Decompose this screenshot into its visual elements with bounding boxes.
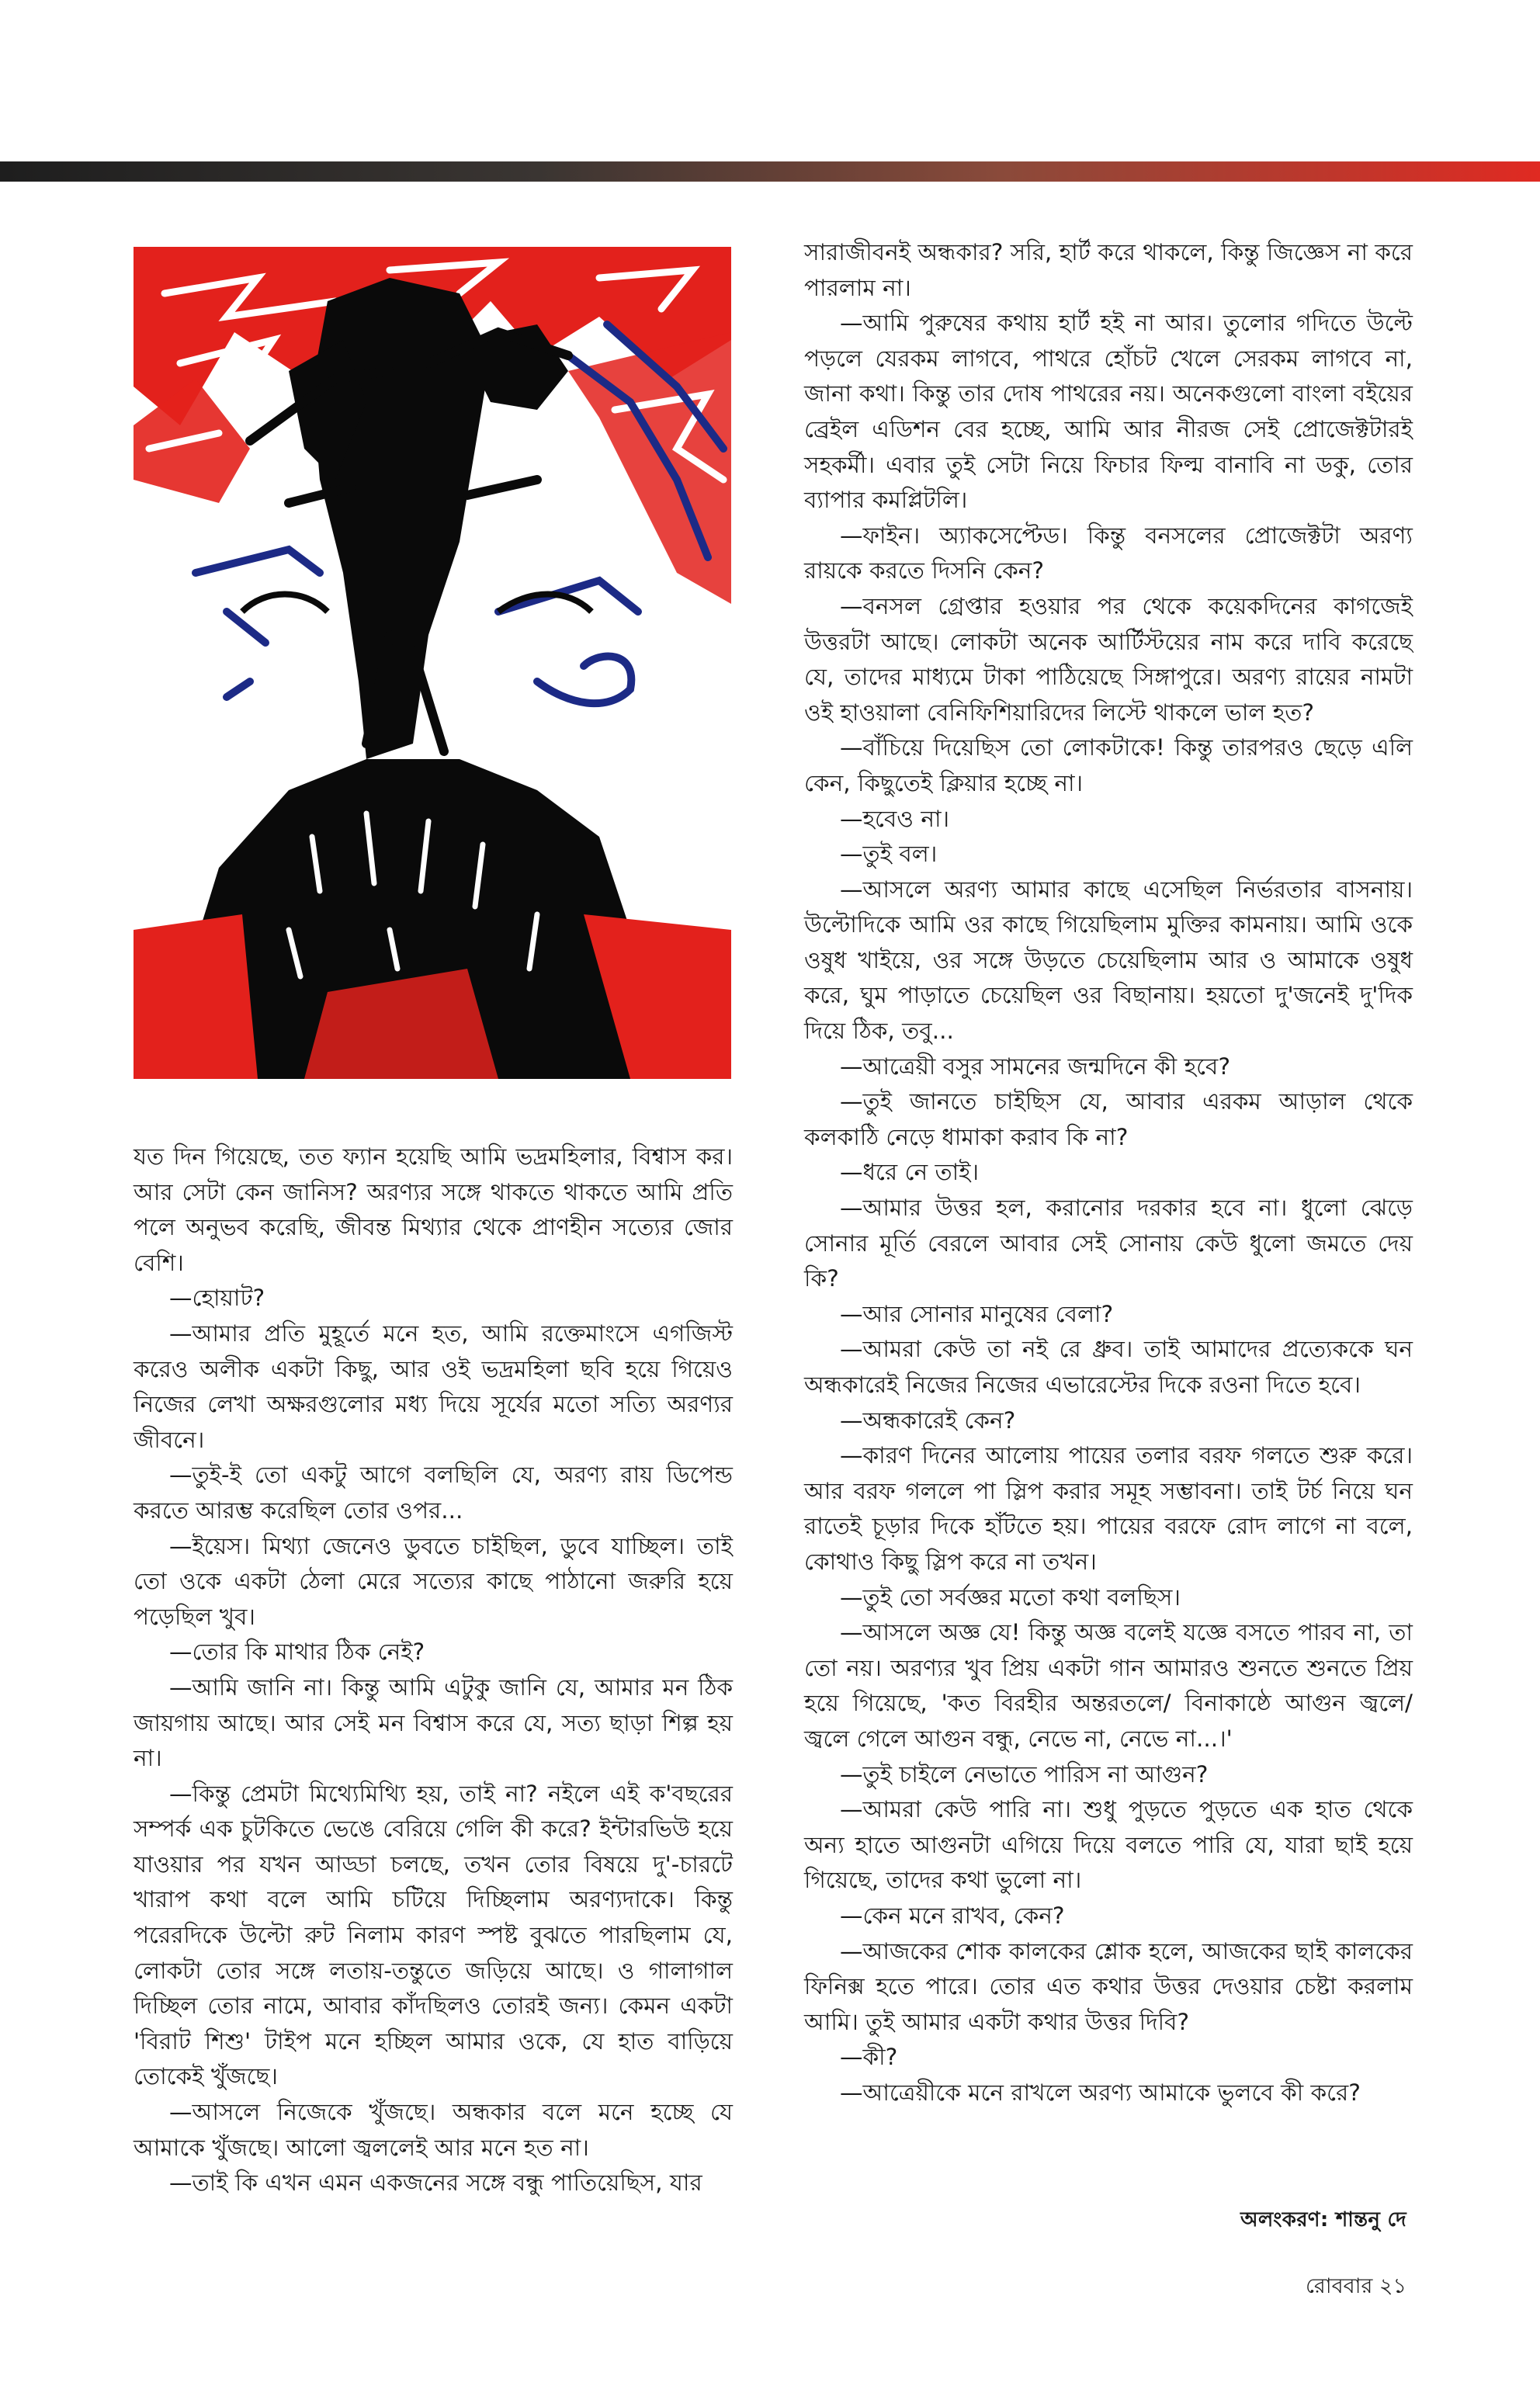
paragraph: যত দিন গিয়েছে, তত ফ্যান হয়েছি আমি ভদ্রমহিলার, বিশ্বাস কর। আর সেটা কেন জানিস? অরণ্যর সঙ্গে থাকতে থাকতে আমি প্রতি পলে অনুভব করেছি, জীবন্ত মিথ্যার থেকে প্রাণহীন সত্যের জোর বেশি। [134,1143,733,1276]
paragraph: —ইয়েস। মিথ্যা জেনেও ডুবতে চাইছিল, ডুবে যাচ্ছিল। তাই তো ওকে একটা ঠেলা মেরে সত্যের কাছে পাঠানো জরুরি হয়ে পড়েছিল খুব। [134,1532,733,1630]
paragraph: —আজকের শোক কালকের শ্লোক হলে, আজকের ছাই কালকের ফিনিক্স হতে পারে। তোর এত কথার উত্তর দেওয়ার চেষ্টা করলাম আমি। তুই আমার একটা কথার উত্তর দিবি? [804,1937,1413,2035]
paragraph: —তুই চাইলে নেভাতে পারিস না আগুন? [840,1760,1209,1788]
story-illustration [134,247,731,1079]
paragraph: —বাঁচিয়ে দিয়েছিস তো লোকটাকে! কিন্তু তারপরও ছেড়ে এলি কেন, কিছুতেই ক্লিয়ার হচ্ছে না। [804,734,1413,796]
paragraph: —কেন মনে রাখব, কেন? [840,1902,1065,1929]
paragraph: —আত্রেয়ী বসুর সামনের জন্মদিনে কী হবে? [840,1053,1231,1080]
paragraph: —তুই জানতে চাইছিস যে, আবার এরকম আড়াল থেকে কলকাঠি নেড়ে ধামাকা করাব কি না? [804,1088,1413,1150]
paragraph: —বনসল গ্রেপ্তার হওয়ার পর থেকে কয়েকদিনের কাগজেই উত্তরটা আছে। লোকটা অনেক আর্টিস্টয়ের নাম করে দাবি করেছে যে, তাদের মাধ্যমে টাকা পাঠিয়েছে সিঙ্গাপুরে। অরণ্য রায়ের নামটা ওই হাওয়ালা বেনিফিশিয়ারিদের লিস্টে থাকলে ভাল হত? [804,592,1413,726]
paragraph: —তোর কি মাথার ঠিক নেই? [169,1639,425,1666]
paragraph: —কী? [840,2044,898,2071]
paragraph: —আর সোনার মানুষের বেলা? [840,1300,1114,1327]
right-text-column [804,235,1413,2110]
paragraph: —অন্ধকারেই কেন? [840,1406,1016,1434]
paragraph: —তাই কি এখন এমন একজনের সঙ্গে বন্ধু পাতিয়েছিস, যার [169,2169,702,2197]
header-color-bar [0,161,1540,182]
paragraph: —হবেও না। [840,805,950,832]
paragraph: —আমি জানি না। কিন্তু আমি এটুকু জানি যে, আমার মন ঠিক জায়গায় আছে। আর সেই মন বিশ্বাস করে যে, সত্য ছাড়া শিল্প হয় না। [134,1673,733,1772]
paragraph: সারাজীবনই অন্ধকার? সরি, হার্ট করে থাকলে, কিন্তু জিজ্ঞেস না করে পারলাম না। [804,239,1413,301]
illustration-credit: অলংকরণ: শান্তনু দে [1240,2208,1406,2232]
paragraph: —আমি পুরুষের কথায় হার্ট হই না আর। তুলোর গদিতে উল্টে পড়লে যেরকম লাগবে, পাথরে হোঁচট খেলে সেরকম লাগবে না, জানা কথা। কিন্তু তার দোষ পাথরের নয়। অনেকগুলো বাংলা বইয়ের ব্রেইল এডিশন বের হচ্ছে, আমি আর নীরজ সেই প্রোজেক্টটারই সহকর্মী। এবার তুই সেটা নিয়ে ফিচার ফিল্ম বানাবি না ডকু, তোর ব্যাপার কমপ্লিটলি। [804,310,1413,514]
paragraph: —ফাইন। অ্যাকসেপ্টেড। কিন্তু বনসলের প্রোজেক্টটা অরণ্য রায়কে করতে দিসনি কেন? [804,522,1413,584]
paragraph: —হোয়াট? [169,1285,265,1312]
paragraph: —তুই তো সর্বজ্ঞর মতো কথা বলছিস। [840,1583,1181,1611]
paragraph: —আসলে অরণ্য আমার কাছে এসেছিল নির্ভরতার বাসনায়। উল্টোদিকে আমি ওর কাছে গিয়েছিলাম মুক্তির কামনায়। আমি ওকে ওষুধ খাইয়ে, ওর সঙ্গে উড়তে চেয়েছিলাম আর ও আমাকে ওষুধ করে, ঘুম পাড়াতে চেয়েছিল ওর বিছানায়। হয়তো দু'জনেই দু'দিক দিয়ে ঠিক, তবু... [804,876,1413,1045]
paragraph: —তুই-ই তো একটু আগে বলছিলি যে, অরণ্য রায় ডিপেন্ড করতে আরম্ভ করেছিল তোর ওপর... [134,1462,733,1524]
paragraph: —আমার উত্তর হল, করানোর দরকার হবে না। ধুলো ঝেড়ে সোনার মূর্তি বেরলে আবার সেই সোনায় কেউ ধুলো জমতে দেয় কি? [804,1195,1413,1292]
left-text-column [134,1139,733,2201]
paragraph: —আমরা কেউ তা নই রে ধ্রুব। তাই আমাদের প্রত্যেককে ঘন অন্ধকারেই নিজের নিজের এভারেস্টের দিকে রওনা দিতে হবে। [804,1336,1413,1398]
paragraph: —তুই বল। [840,841,938,868]
paragraph: —আমরা কেউ পারি না। শুধু পুড়তে পুড়তে এক হাত থেকে অন্য হাতে আগুনটা এগিয়ে দিয়ে বলতে পারি যে, যারা ছাই হয়ে গিয়েছে, তাদের কথা ভুলো না। [804,1796,1413,1894]
paragraph: —কারণ দিনের আলোয় পায়ের তলার বরফ গলতে শুরু করে। আর বরফ গললে পা স্লিপ করার সমূহ সম্ভাবনা। তাই টর্চ নিয়ে ঘন রাতেই চূড়ার দিকে হাঁটতে হয়। পায়ের বরফে রোদ লাগে না বলে, কোথাও কিছু স্লিপ করে না তখন। [804,1442,1413,1575]
paragraph: —ধরে নে তাই। [840,1159,980,1186]
paragraph: —আমার প্রতি মুহূর্তে মনে হত, আমি রক্তেমাংসে এগজিস্ট করেও অলীক একটা কিছু, আর ওই ভদ্রমহিলা ছবি হয়ে গিয়েও নিজের লেখা অক্ষরগুলোর মধ্য দিয়ে সূর্যের মতো সত্যি অরণ্যর জীবনে। [134,1320,733,1453]
page-footer: রোববার ২১ [1305,2274,1406,2298]
paragraph: —কিন্তু প্রেমটা মিথ্যেমিথ্যি হয়, তাই না? নইলে এই ক'বছরের সম্পর্ক এক চুটকিতে ভেঙে বেরিয়ে গেলি কী করে? ইন্টারভিউ হয়ে যাওয়ার পর যখন আড্ডা চলছে, তখন তোর বিষয়ে দু'-চারটে খারাপ কথা বলে আমি চটিয়ে দিচ্ছিলাম অরণ্যদাকে। কিন্তু পরেরদিকে উল্টো রুট নিলাম কারণ স্পষ্ট বুঝতে পারছিলাম যে, লোকটা তোর সঙ্গে লতায়-তন্তুতে জড়িয়ে আছে। ও গালাগাল দিচ্ছিল তোর নামে, আবার কাঁদছিলও তোরই জন্য। কেমন একটা 'বিরাট শিশু' টাইপ মনে হচ্ছিল আমার ওকে, যে হাত বাড়িয়ে তোকেই খুঁজছে। [134,1780,733,2090]
paragraph: —আত্রেয়ীকে মনে রাখলে অরণ্য আমাকে ভুলবে কী করে? [840,2079,1361,2106]
paragraph: —আসলে অজ্ঞ যে! কিন্তু অজ্ঞ বলেই যজ্ঞে বসতে পারব না, তা তো নয়। অরণ্যর খুব প্রিয় একটা গান আমারও শুনতে শুনতে প্রিয় হয়ে গিয়েছে, 'কত বিরহীর অন্তরতলে/ বিনাকাষ্ঠে আগুন জ্বলে/ জ্বলে গেলে আগুন বন্ধু, নেভে না, নেভে না...।' [804,1619,1413,1752]
paragraph: —আসলে নিজেকে খুঁজছে। অন্ধকার বলে মনে হচ্ছে যে আমাকে খুঁজছে। আলো জ্বললেই আর মনে হত না। [134,2099,733,2161]
